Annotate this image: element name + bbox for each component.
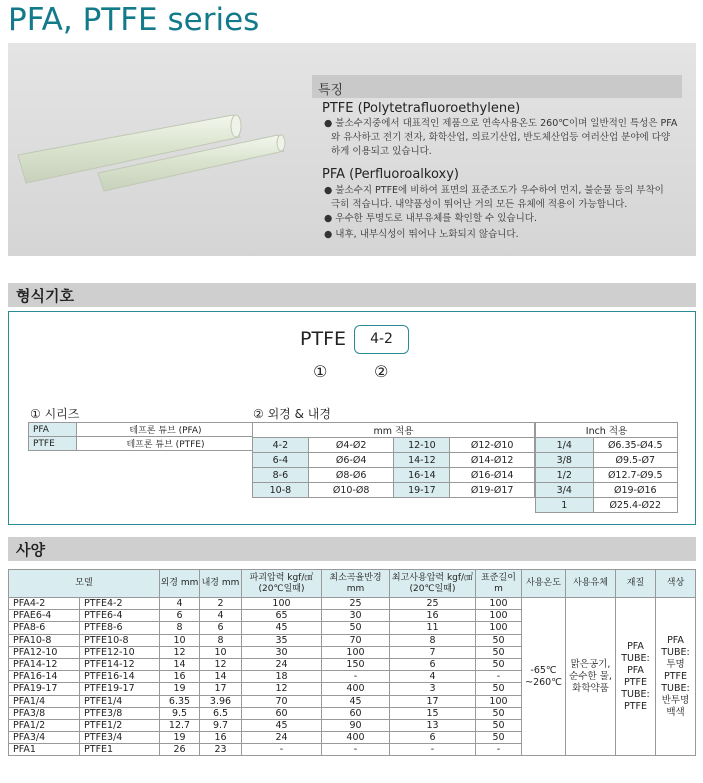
size-dim: Ø16-Ø14	[450, 468, 535, 483]
ptfe-title: PTFE (Polytetrafluoroethylene)	[322, 101, 521, 116]
series-table	[28, 422, 255, 451]
od-cell: 26	[160, 744, 200, 756]
model-ptfe-cell: PTFE12-10	[80, 646, 160, 658]
table-row	[253, 483, 535, 498]
size-dim: Ø12.7-Ø9.5	[593, 468, 677, 483]
std-length-cell: 50	[476, 658, 522, 670]
model-pfa-cell: PFAE6-4	[9, 610, 80, 622]
id-cell: 14	[200, 671, 242, 683]
od-cell: 14	[160, 658, 200, 670]
max-pressure-cell: 13	[390, 719, 476, 731]
od-cell: 12.7	[160, 719, 200, 731]
size-code: 6-4	[253, 453, 309, 468]
model-pfa-cell: PFA12-10	[9, 646, 80, 658]
model-ptfe-cell: PTFE10-8	[80, 634, 160, 646]
burst-pressure-cell: 45	[242, 622, 322, 634]
size-dim: Ø19-Ø17	[450, 483, 535, 498]
model-pfa-cell: PFA3/4	[9, 732, 80, 744]
code-prefix: PTFE	[300, 328, 346, 350]
min-bend-radius-cell: 100	[322, 646, 390, 658]
ptfe-desc-3: 하게 이용되고 있습니다.	[331, 146, 432, 157]
size-code: 10-8	[253, 483, 309, 498]
size-dim: Ø6.35-Ø4.5	[593, 438, 677, 453]
max-pressure-cell: 7	[390, 646, 476, 658]
model-pfa-cell: PFA10-8	[9, 634, 80, 646]
model-code-heading: 형식기호	[8, 283, 696, 307]
size-dim: Ø14-Ø12	[450, 453, 535, 468]
th-model: 모델	[9, 570, 160, 598]
table-row	[536, 483, 678, 498]
od-cell: 16	[160, 671, 200, 683]
max-pressure-cell: 8	[390, 634, 476, 646]
table-row	[29, 437, 255, 451]
min-bend-radius-cell: 400	[322, 732, 390, 744]
code-value: 4-2	[354, 325, 409, 354]
min-bend-radius-cell: -	[322, 671, 390, 683]
table-row	[253, 468, 535, 483]
table-row	[536, 498, 678, 513]
ptfe-desc-2: 와 유사하고 전기 전자, 화학산업, 의료기산업, 반도체산업등 여러산업 분야에 다양	[331, 132, 671, 143]
std-length-cell: -	[476, 744, 522, 756]
table-row	[253, 423, 535, 438]
th-id: 내경 mm	[200, 570, 242, 598]
model-ptfe-cell: PTFE6-4	[80, 610, 160, 622]
pfa-desc-1: ● 불소수지 PTFE에 비하여 표면의 표준조도가 우수하여 먼지, 불순물 등의 부착이	[324, 185, 664, 196]
min-bend-radius-cell: 60	[322, 707, 390, 719]
min-bend-radius-cell: 150	[322, 658, 390, 670]
color-cell: PFA TUBE: 투명 PTFE TUBE: 반투명 백색	[656, 598, 696, 756]
th-material: 재질	[616, 570, 656, 598]
model-ptfe-cell: PTFE3/4	[80, 732, 160, 744]
size-code: 3/8	[536, 453, 594, 468]
id-cell: 16	[200, 732, 242, 744]
th-maxp: 최고사용압력 kgf/㎠ (20℃일때)	[390, 570, 476, 598]
th-bend: 최소곡율반경 mm	[322, 570, 390, 598]
std-length-cell: 100	[476, 622, 522, 634]
max-pressure-cell: 16	[390, 610, 476, 622]
min-bend-radius-cell: 45	[322, 695, 390, 707]
model-pfa-cell: PFA1/4	[9, 695, 80, 707]
od-cell: 10	[160, 634, 200, 646]
od-cell: 19	[160, 732, 200, 744]
max-pressure-cell: 4	[390, 671, 476, 683]
od-cell: 9.5	[160, 707, 200, 719]
od-cell: 6	[160, 610, 200, 622]
size-heading: ② 외경 & 내경	[253, 407, 331, 421]
mark-series: ①	[313, 362, 328, 381]
od-cell: 8	[160, 622, 200, 634]
burst-pressure-cell: 24	[242, 732, 322, 744]
table-row	[536, 423, 678, 438]
size-code: 19-17	[394, 483, 450, 498]
model-pfa-cell: PFA4-2	[9, 598, 80, 610]
id-cell: 2	[200, 598, 242, 610]
std-length-cell: 100	[476, 598, 522, 610]
model-ptfe-cell: PTFE1/4	[80, 695, 160, 707]
pfa-desc-4: ● 내후, 내부식성이 뛰어나 노화되지 않습니다.	[324, 229, 519, 240]
min-bend-radius-cell: 90	[322, 719, 390, 731]
size-code: 1/4	[536, 438, 594, 453]
series-heading: ① 시리즈	[30, 407, 80, 421]
model-ptfe-cell: PTFE4-2	[80, 598, 160, 610]
size-dim: Ø6-Ø4	[308, 453, 394, 468]
id-cell: 12	[200, 658, 242, 670]
size-code: 1/2	[536, 468, 594, 483]
series-key: PFA	[29, 423, 77, 437]
model-ptfe-cell: PTFE3/8	[80, 707, 160, 719]
od-cell: 12	[160, 646, 200, 658]
pfa-desc-2: 극히 적습니다. 내약품성이 뛰어난 거의 모든 유체에 적용이 가능합니다.	[331, 199, 628, 210]
series-value: 테프론 튜브 (PTFE)	[77, 437, 255, 451]
size-code: 3/4	[536, 483, 594, 498]
inch-size-table	[535, 422, 678, 513]
max-pressure-cell: 3	[390, 683, 476, 695]
min-bend-radius-cell: 400	[322, 683, 390, 695]
th-len: 표준길이 m	[476, 570, 522, 598]
std-length-cell: 50	[476, 732, 522, 744]
mark-size: ②	[374, 362, 389, 381]
size-dim: Ø10-Ø8	[308, 483, 394, 498]
burst-pressure-cell: 45	[242, 719, 322, 731]
id-cell: 17	[200, 683, 242, 695]
th-burst: 파괴압력 kgf/㎠ (20℃일때)	[242, 570, 322, 598]
std-length-cell: 50	[476, 707, 522, 719]
model-ptfe-cell: PTFE8-6	[80, 622, 160, 634]
max-pressure-cell: 15	[390, 707, 476, 719]
od-cell: 4	[160, 598, 200, 610]
pfa-title: PFA (Perfluoroalkoxy)	[322, 167, 459, 182]
od-cell: 19	[160, 683, 200, 695]
burst-pressure-cell: 65	[242, 610, 322, 622]
fluid-cell: 맑은공기, 순수한 물, 화학약품	[566, 598, 616, 756]
model-pfa-cell: PFA19-17	[9, 683, 80, 695]
id-cell: 8	[200, 634, 242, 646]
max-pressure-cell: 6	[390, 658, 476, 670]
od-cell: 6.35	[160, 695, 200, 707]
min-bend-radius-cell: 30	[322, 610, 390, 622]
th-color: 색상	[656, 570, 696, 598]
id-cell: 23	[200, 744, 242, 756]
model-ptfe-cell: PTFE19-17	[80, 683, 160, 695]
burst-pressure-cell: 18	[242, 671, 322, 683]
max-pressure-cell: 17	[390, 695, 476, 707]
series-value: 테프론 튜브 (PFA)	[77, 423, 255, 437]
spec-table	[8, 569, 696, 756]
ptfe-desc-1: ● 불소수지중에서 대표적인 제품으로 연속사용온도 260℃이며 일반적인 특성은 PFA	[324, 118, 678, 129]
std-length-cell: 100	[476, 695, 522, 707]
temp-cell: -65℃ ~260℃	[522, 598, 566, 756]
inch-header: Inch 적용	[536, 423, 678, 438]
table-row	[536, 453, 678, 468]
model-pfa-cell: PFA3/8	[9, 707, 80, 719]
th-temp: 사용온도	[522, 570, 566, 598]
burst-pressure-cell: -	[242, 744, 322, 756]
size-dim: Ø12-Ø10	[450, 438, 535, 453]
model-pfa-cell: PFA14-12	[9, 658, 80, 670]
mm-size-table	[252, 422, 535, 498]
std-length-cell: 50	[476, 634, 522, 646]
table-row	[253, 453, 535, 468]
burst-pressure-cell: 100	[242, 598, 322, 610]
id-cell: 9.7	[200, 719, 242, 731]
page-title: PFA, PTFE series	[8, 2, 260, 38]
table-row	[536, 468, 678, 483]
id-cell: 3.96	[200, 695, 242, 707]
burst-pressure-cell: 30	[242, 646, 322, 658]
mm-header: mm 적용	[253, 423, 535, 438]
size-code: 4-2	[253, 438, 309, 453]
min-bend-radius-cell: 70	[322, 634, 390, 646]
id-cell: 4	[200, 610, 242, 622]
max-pressure-cell: 11	[390, 622, 476, 634]
series-key: PTFE	[29, 437, 77, 451]
burst-pressure-cell: 24	[242, 658, 322, 670]
min-bend-radius-cell: -	[322, 744, 390, 756]
burst-pressure-cell: 12	[242, 683, 322, 695]
size-code: 8-6	[253, 468, 309, 483]
table-row	[9, 598, 696, 610]
model-ptfe-cell: PTFE1	[80, 744, 160, 756]
th-fluid: 사용유체	[566, 570, 616, 598]
std-length-cell: 50	[476, 683, 522, 695]
model-pfa-cell: PFA16-14	[9, 671, 80, 683]
size-dim: Ø19-Ø16	[593, 483, 677, 498]
std-length-cell: 50	[476, 719, 522, 731]
std-length-cell: 50	[476, 646, 522, 658]
id-cell: 10	[200, 646, 242, 658]
burst-pressure-cell: 70	[242, 695, 322, 707]
model-pfa-cell: PFA8-6	[9, 622, 80, 634]
pfa-desc-3: ● 우수한 투명도로 내부유체를 확인할 수 있습니다.	[324, 213, 537, 224]
min-bend-radius-cell: 25	[322, 598, 390, 610]
std-length-cell: -	[476, 671, 522, 683]
min-bend-radius-cell: 50	[322, 622, 390, 634]
spec-heading: 사양	[8, 537, 696, 561]
model-pfa-cell: PFA1	[9, 744, 80, 756]
model-ptfe-cell: PTFE14-12	[80, 658, 160, 670]
tube-image	[8, 43, 308, 256]
table-row	[29, 423, 255, 437]
size-code: 16-14	[394, 468, 450, 483]
burst-pressure-cell: 35	[242, 634, 322, 646]
material-cell: PFA TUBE: PFA PTFE TUBE: PTFE	[616, 598, 656, 756]
id-cell: 6	[200, 622, 242, 634]
size-dim: Ø4-Ø2	[308, 438, 394, 453]
size-dim: Ø9.5-Ø7	[593, 453, 677, 468]
th-od: 외경 mm	[160, 570, 200, 598]
table-header-row	[9, 570, 696, 598]
id-cell: 6.5	[200, 707, 242, 719]
burst-pressure-cell: 60	[242, 707, 322, 719]
features-heading: 특징	[312, 75, 682, 98]
max-pressure-cell: -	[390, 744, 476, 756]
table-row	[253, 438, 535, 453]
size-dim: Ø25.4-Ø22	[593, 498, 677, 513]
size-code: 14-12	[394, 453, 450, 468]
max-pressure-cell: 6	[390, 732, 476, 744]
size-dim: Ø8-Ø6	[308, 468, 394, 483]
model-pfa-cell: PFA1/2	[9, 719, 80, 731]
model-ptfe-cell: PTFE16-14	[80, 671, 160, 683]
model-ptfe-cell: PTFE1/2	[80, 719, 160, 731]
size-code: 12-10	[394, 438, 450, 453]
table-row	[536, 438, 678, 453]
max-pressure-cell: 25	[390, 598, 476, 610]
std-length-cell: 100	[476, 610, 522, 622]
size-code: 1	[536, 498, 594, 513]
